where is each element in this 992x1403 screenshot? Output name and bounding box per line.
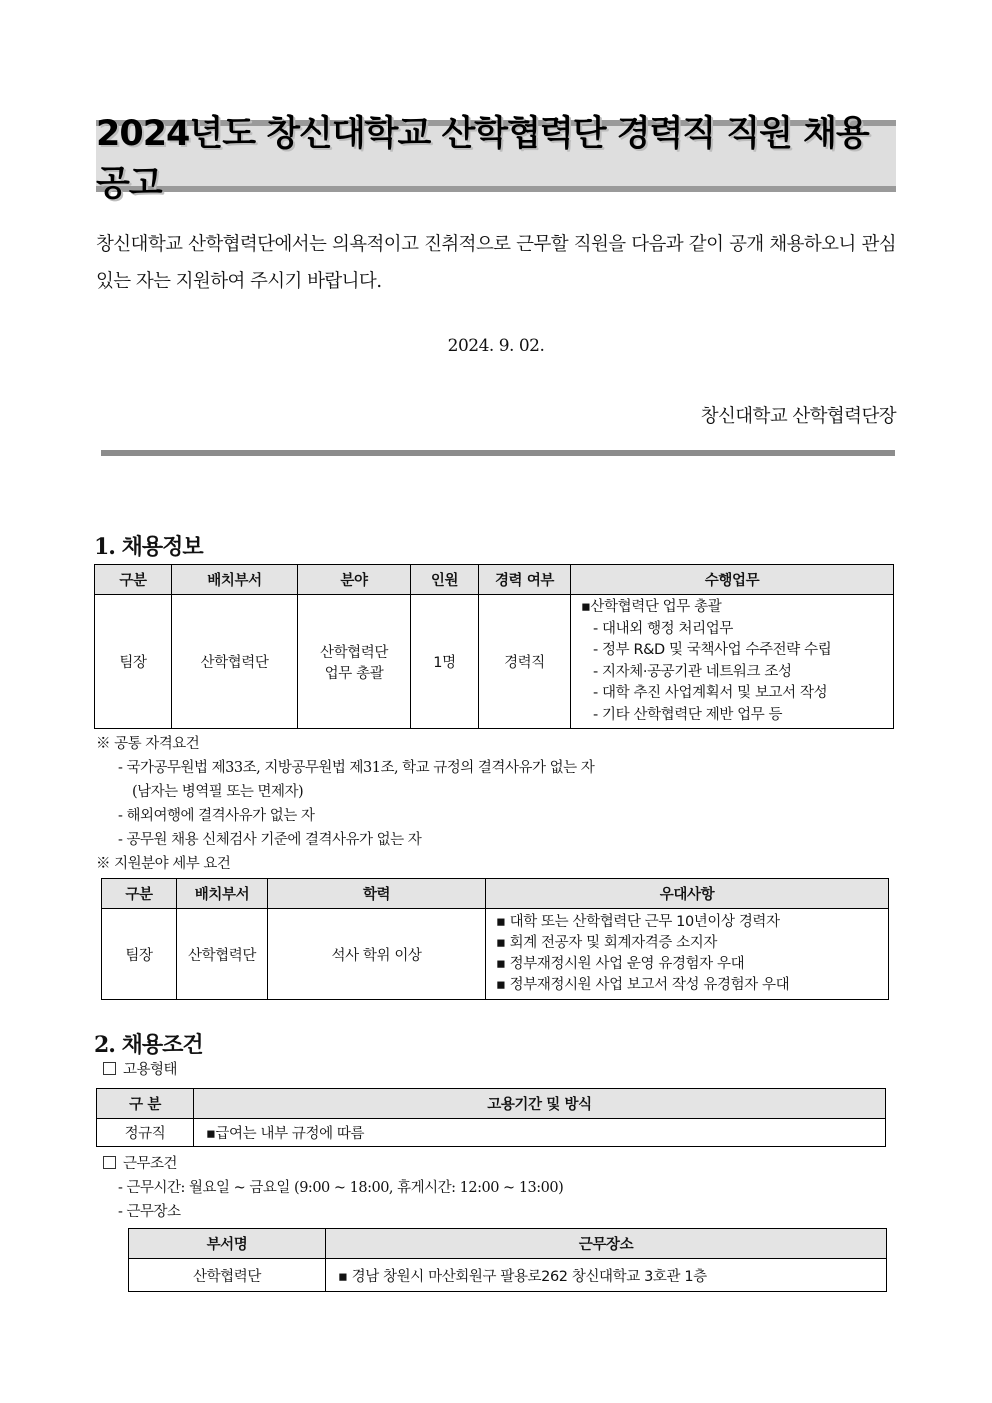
title-banner: [96, 114, 896, 204]
col-header: 수행업무: [571, 565, 894, 595]
recruit-info-table: [94, 564, 894, 729]
work-place-label: - 근무장소: [118, 1204, 181, 1220]
cell-type: 팀장: [95, 595, 172, 729]
work-place-table: [128, 1228, 887, 1292]
preference-item: ▪ 회계 전공자 및 회계자격증 소지자: [496, 935, 717, 951]
cell-dept: 산학협력단: [129, 1259, 326, 1292]
divider: [101, 450, 895, 456]
cell-dept: 산학협력단: [177, 909, 268, 1000]
common-requirement: - 해외여행에 결격사유가 없는 자: [118, 808, 315, 824]
announcement-date: 2024. 9. 02.: [447, 336, 545, 356]
duty-item: - 대내외 행정 처리업무: [593, 620, 733, 637]
duties-title: ▪산학협력단 업무 총괄: [581, 599, 722, 615]
common-requirement: (남자는 병역필 또는 면제자): [132, 784, 304, 800]
duty-item: - 대학 추진 사업계획서 및 보고서 작성: [593, 685, 828, 701]
cell-career: 경력직: [479, 595, 571, 729]
col-header: 구분: [95, 565, 172, 595]
preference-item: ▪ 대학 또는 산학협력단 근무 10년이상 경력자: [496, 914, 780, 930]
intro-paragraph: 창신대학교 산학협력단에서는 의욕적이고 진취적으로 근무할 직원을 다음과 같이 공개 채용하오니 관심 있는 자는 지원하여 주시기 바랍니다.: [96, 234, 896, 292]
col-header: 부서명: [129, 1229, 326, 1259]
cell-duties: [571, 595, 894, 729]
cell-dept: 산학협력단: [172, 595, 298, 729]
signer: 창신대학교 산학협력단장: [700, 406, 896, 427]
detail-requirements-table: [101, 878, 889, 1000]
detail-requirements-title: ※ 지원분야 세부 요건: [96, 856, 231, 872]
col-header: 배치부서: [172, 565, 298, 595]
col-header: 경력 여부: [479, 565, 571, 595]
work-hours: - 근무시간: 월요일 ~ 금요일 (9:00 ~ 18:00, 휴게시간: 12:00 ~ 13:00): [118, 1180, 564, 1196]
col-header: 고용기간 및 방식: [194, 1089, 886, 1119]
col-header: 구분: [102, 879, 177, 909]
cell-employment-type: 정규직: [97, 1119, 194, 1147]
col-header: 학력: [268, 879, 486, 909]
cell-place: ▪ 경남 창원시 마산회원구 팔용로262 창신대학교 3호관 1층: [326, 1259, 887, 1292]
checkbox-square-icon: [103, 1062, 116, 1075]
duty-item: - 기타 산학협력단 제반 업무 등: [593, 706, 783, 723]
duty-item: - 지자체·공공기관 네트워크 조성: [593, 663, 792, 680]
section2-heading: 2. 채용조건: [94, 1032, 203, 1058]
col-header: 구 분: [97, 1089, 194, 1119]
field-line: 업무 총괄: [324, 665, 384, 682]
cell-education: 석사 학위 이상: [268, 909, 486, 1000]
common-requirement: - 국가공무원법 제33조, 지방공무원법 제31조, 학교 규정의 결격사유가 없는 자: [118, 760, 595, 776]
cell-employment-desc: ▪급여는 내부 규정에 따름: [194, 1119, 886, 1147]
col-header: 근무장소: [326, 1229, 887, 1259]
col-header: 분야: [298, 565, 411, 595]
cell-preferences: [486, 909, 889, 1000]
checkbox-square-icon: [103, 1156, 116, 1169]
preference-item: ▪ 정부재정시원 사업 보고서 작성 유경험자 우대: [496, 977, 790, 993]
field-line: 산학협력단: [319, 644, 389, 661]
preference-item: ▪ 정부재정시원 사업 운영 유경험자 우대: [496, 956, 745, 972]
col-header: 인원: [411, 565, 479, 595]
employment-type-label: 고용형태: [123, 1062, 178, 1078]
cell-type: 팀장: [102, 909, 177, 1000]
col-header: 배치부서: [177, 879, 268, 909]
common-requirements-title: ※ 공통 자격요건: [96, 736, 200, 752]
cell-field: [298, 595, 411, 729]
col-header: 우대사항: [486, 879, 889, 909]
common-requirement: - 공무원 채용 신체검사 기준에 결격사유가 없는 자: [118, 832, 422, 848]
work-conditions-title: [103, 1152, 177, 1176]
work-conditions-label: 근무조건: [123, 1156, 178, 1172]
employment-table: [96, 1088, 886, 1147]
employment-type-title: [103, 1058, 177, 1082]
duty-item: - 정부 R&D 및 국책사업 수주전략 수립: [593, 642, 832, 658]
page-title: 2024년도 창신대학교 산학협력단 경력직 직원 채용 공고: [96, 114, 869, 204]
cell-count: 1명: [411, 595, 479, 729]
section1-heading: 1. 채용정보: [94, 534, 203, 560]
